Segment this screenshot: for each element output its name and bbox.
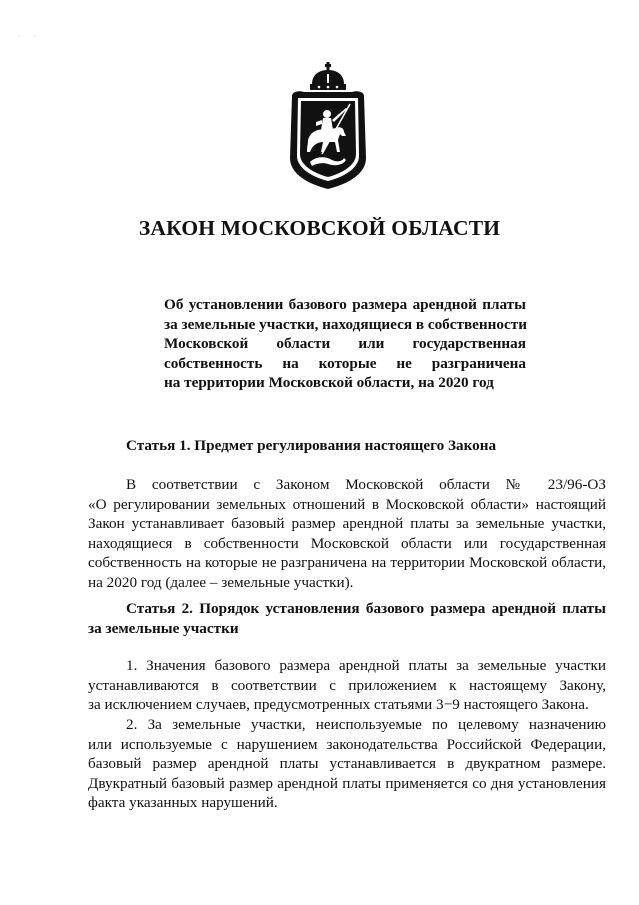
paragraph-line: или используемые с нарушением законодательства Российской Федерации, — [88, 735, 606, 753]
paragraph-line: 1. Значения базового размера арендной платы за земельные участки — [126, 657, 606, 674]
paragraph-line: на 2020 год (далее – земельные участки). — [88, 573, 354, 591]
article-2-heading-line: Статья 2. Порядок установления базового размера арендной платы — [126, 600, 606, 617]
subject-line: собственность на которые не разграничена — [164, 354, 526, 372]
article-1-heading-text: Статья 1. Предмет регулирования настоящего Закона — [126, 437, 497, 454]
article-2-heading-line: за земельные участки — [88, 619, 239, 637]
paragraph-line: собственность на которые не разграничена на территории Московской области, — [88, 554, 606, 572]
law-title: ЗАКОН МОСКОВСКОЙ ОБЛАСТИ — [138, 216, 501, 240]
paragraph-line: находящиеся в собственности Московской области или государственная — [88, 534, 606, 552]
paragraph-line: 2. За земельные участки, неиспользуемые по целевому назначению — [126, 716, 606, 733]
article-1-heading — [88, 436, 606, 456]
law-subject — [164, 295, 526, 393]
subject-line: Об установлении базового размера арендной платы — [164, 296, 526, 313]
paragraph-line: устанавливаются в соответствии с приложением к настоящему Закону, — [88, 676, 606, 694]
subject-line: на территории Московской области, на 2020 год — [164, 374, 494, 391]
subject-line: за земельные участки, находящиеся в собственности — [164, 315, 527, 333]
coat-of-arms-icon — [286, 62, 370, 190]
paragraph-line: Закон устанавливает базовый размер арендной платы за земельные участки, — [88, 515, 606, 533]
paragraph-line: «О регулировании земельных отношений в Московской области» настоящий — [88, 495, 606, 513]
article-2-paragraph-2 — [88, 715, 606, 813]
article-1-paragraph — [88, 475, 606, 593]
scan-artifact: · · — [18, 34, 42, 40]
paragraph-line: факта указанных нарушений. — [88, 794, 278, 812]
paragraph-line: базовый размер арендной платы устанавливается в двукратном размере. — [88, 755, 606, 773]
article-2-heading — [88, 599, 606, 638]
paragraph-line: за исключением случаев, предусмотренных статьями 3−9 настоящего Закона. — [88, 696, 589, 714]
paragraph-line: Двукратный базовый размер арендной платы применяется со дня установления — [88, 774, 606, 792]
article-2-paragraph-1 — [88, 656, 606, 715]
subject-line: Московской области или государственная — [164, 335, 526, 352]
paragraph-line: В соответствии с Законом Московской области № 23/96-ОЗ — [126, 476, 606, 493]
